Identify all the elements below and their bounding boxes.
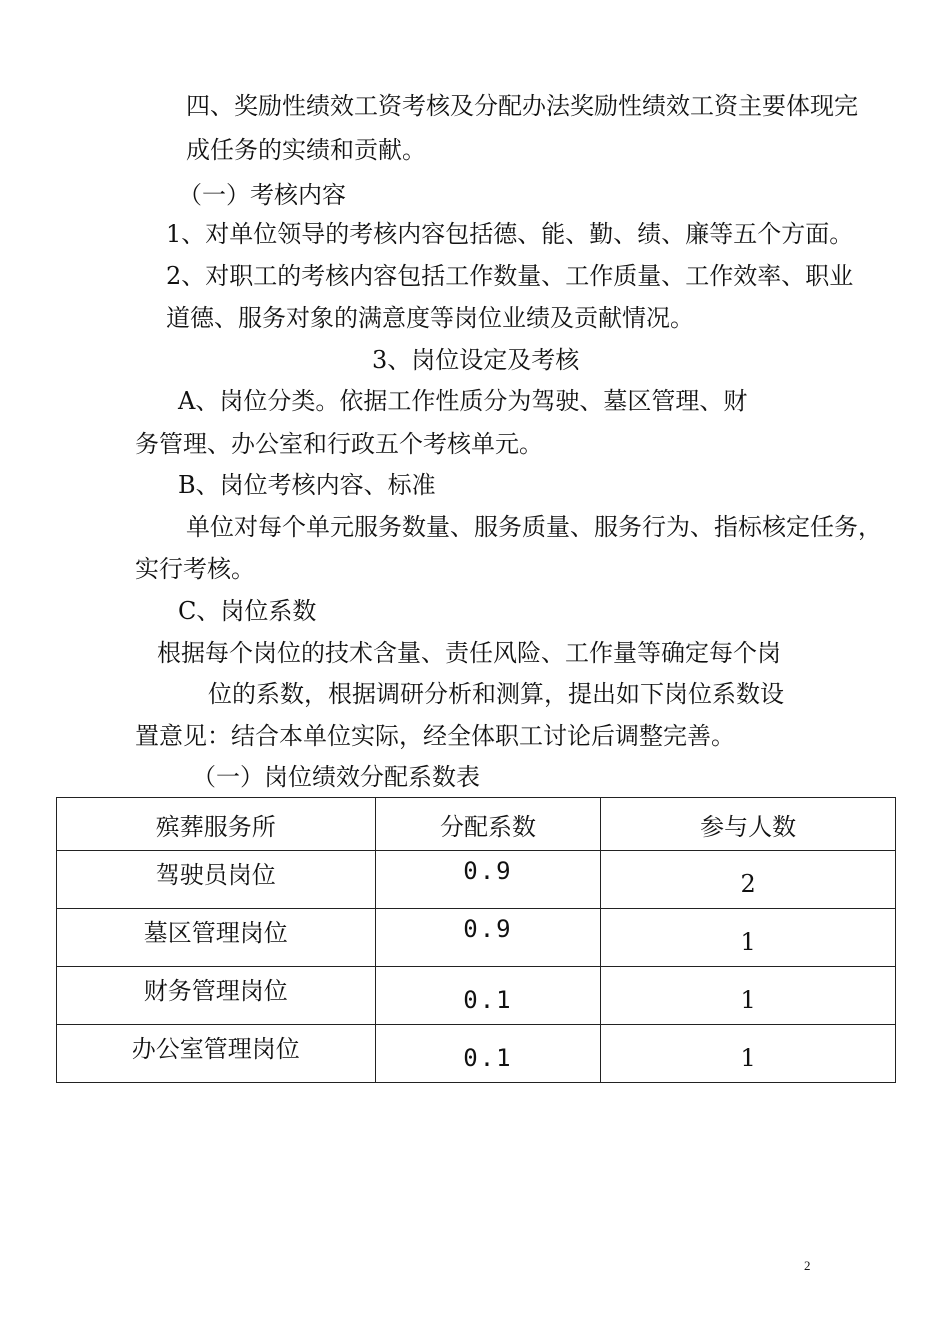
coefficient-table [56, 797, 896, 1083]
position-cell: 办公室管理岗位 [57, 1025, 376, 1083]
item-heading: B、岗位考核内容、标准 [178, 471, 436, 499]
table-header-row [57, 798, 896, 851]
table-caption: （一）岗位绩效分配系数表 [192, 763, 480, 791]
header-cell: 分配系数 [375, 798, 601, 851]
item-heading: 3、岗位设定及考核 [372, 346, 580, 374]
subsection-heading: （一）考核内容 [178, 181, 346, 209]
paragraph-line: 1、对单位领导的考核内容包括德、能、勤、绩、廉等五个方面。 [166, 220, 854, 248]
table-row [57, 909, 896, 967]
table-row [57, 967, 896, 1025]
header-cell: 参与人数 [601, 798, 896, 851]
paragraph-line: 根据每个岗位的技术含量、责任风险、工作量等确定每个岗 [157, 639, 781, 667]
paragraph-line: 务管理、办公室和行政五个考核单元。 [135, 430, 543, 458]
paragraph-line: 道德、服务对象的满意度等岗位业绩及贡献情况。 [166, 304, 694, 332]
page-number: 2 [804, 1258, 811, 1273]
position-cell: 驾驶员岗位 [57, 851, 376, 909]
count-cell: 2 [601, 851, 896, 909]
coefficient-cell: 0.1 [375, 967, 601, 1025]
coefficient-cell: 0.1 [375, 1025, 601, 1083]
count-cell: 1 [601, 909, 896, 967]
position-cell: 墓区管理岗位 [57, 909, 376, 967]
paragraph-line: 2、对职工的考核内容包括工作数量、工作质量、工作效率、职业 [166, 262, 854, 290]
table-row [57, 851, 896, 909]
paragraph-line: 实行考核。 [135, 555, 255, 583]
header-cell: 殡葬服务所 [57, 798, 376, 851]
coefficient-cell: 0.9 [375, 851, 601, 909]
position-cell: 财务管理岗位 [57, 967, 376, 1025]
paragraph-line: A、岗位分类。依据工作性质分为驾驶、墓区管理、财 [178, 387, 748, 415]
paragraph-line: 成任务的实绩和贡献。 [186, 136, 426, 164]
count-cell: 1 [601, 967, 896, 1025]
coefficient-cell: 0.9 [375, 909, 601, 967]
paragraph-line: 单位对每个单元服务数量、服务质量、服务行为、指标核定任务， [186, 513, 882, 541]
item-heading: C、岗位系数 [178, 597, 317, 625]
paragraph-line: 位的系数，根据调研分析和测算，提出如下岗位系数设 [208, 680, 784, 708]
count-cell: 1 [601, 1025, 896, 1083]
paragraph-line: 置意见：结合本单位实际，经全体职工讨论后调整完善。 [135, 722, 735, 750]
table-row [57, 1025, 896, 1083]
section-heading: 四、奖励性绩效工资考核及分配办法奖励性绩效工资主要体现完 [186, 92, 858, 120]
